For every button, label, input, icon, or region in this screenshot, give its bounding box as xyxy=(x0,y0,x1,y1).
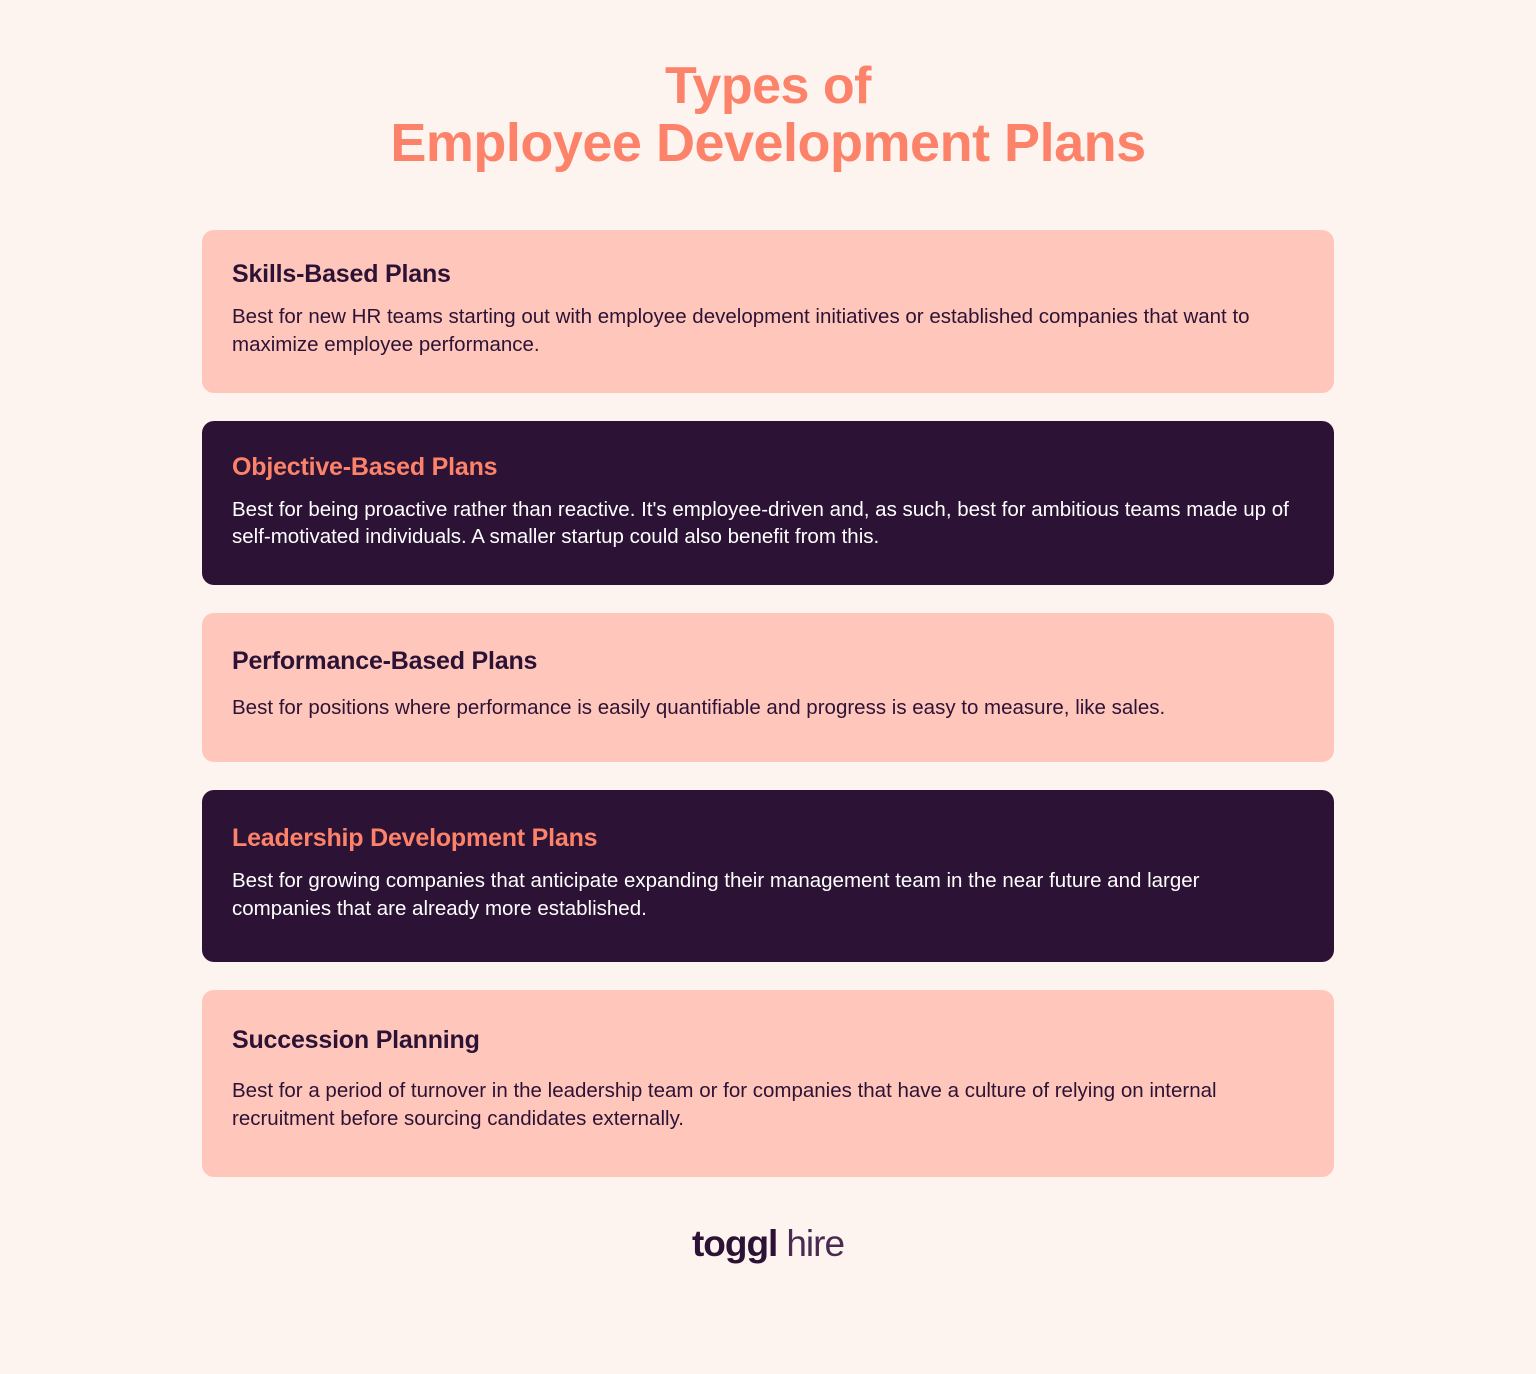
plan-card-description: Best for new HR teams starting out with employee development initiatives or established companies that want to maximize employee performance. xyxy=(232,305,1250,357)
plan-card-title: Objective-Based Plans xyxy=(232,452,498,481)
plan-card-description: Best for a period of turnover in the leadership team or for companies that have a culture of relying on internal recruitment before sourcing candidates externally. xyxy=(232,1079,1217,1130)
plan-card-succession-planning xyxy=(202,990,1334,1176)
plan-card-performance-based xyxy=(202,613,1334,762)
title-line-2: Employee Development Plans xyxy=(390,113,1146,174)
page-title xyxy=(0,0,1536,172)
plan-card-leadership-development xyxy=(202,790,1334,962)
logo-word-text: hire xyxy=(786,1222,845,1264)
plan-card-description: Best for positions where performance is easily quantifiable and progress is easy to measure, like sales. xyxy=(232,696,1166,720)
plan-card-description: Best for growing companies that anticipate expanding their management team in the near future and larger companies that are already more established. xyxy=(232,868,1200,920)
plan-card-skills-based xyxy=(202,230,1334,392)
plan-card-objective-based xyxy=(202,421,1334,585)
plan-card-list xyxy=(202,172,1334,1176)
plan-card-description: Best for being proactive rather than reactive. It's employee-driven and, as such, best for ambitious teams made up of self-motivated individuals. A smaller startup could also benefit from this. xyxy=(232,497,1289,549)
toggl-hire-logo xyxy=(692,1223,844,1265)
plan-card-title: Succession Planning xyxy=(232,1026,480,1055)
plan-card-title: Skills-Based Plans xyxy=(232,260,451,289)
footer xyxy=(0,1223,1536,1265)
plan-card-title: Leadership Development Plans xyxy=(232,823,598,852)
plan-card-title: Performance-Based Plans xyxy=(232,647,538,676)
title-line-1: Types of xyxy=(665,57,871,115)
logo-mark-text: toggl xyxy=(691,1222,778,1264)
